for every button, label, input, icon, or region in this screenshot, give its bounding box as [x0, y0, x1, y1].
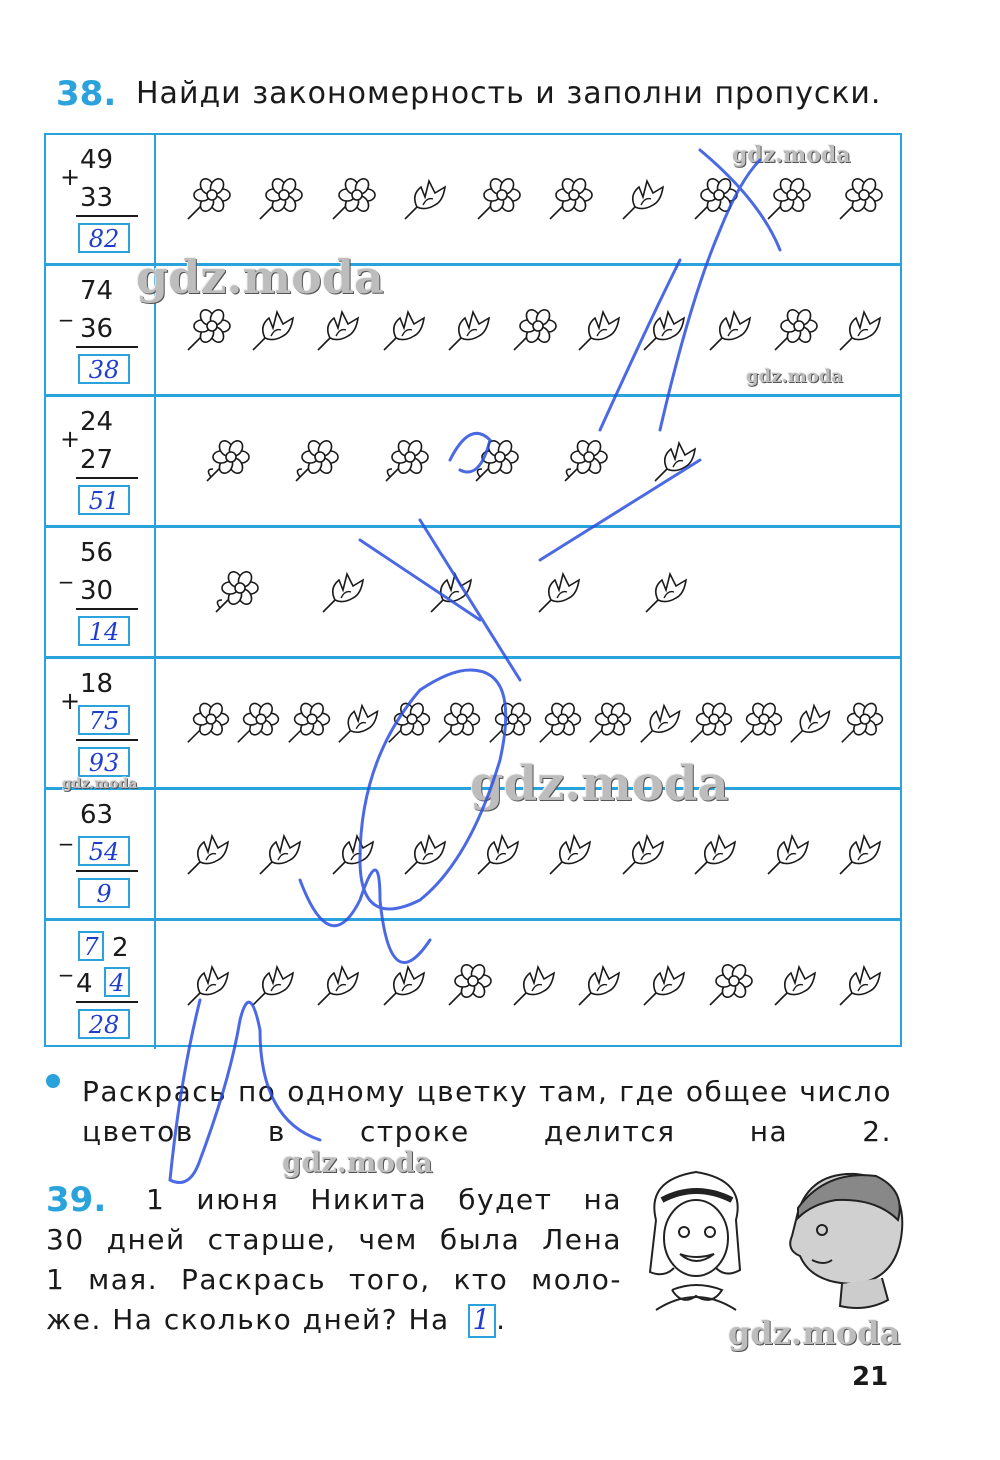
daisy-flower-icon	[584, 699, 634, 747]
task-39-line-3: 1 мая. Раскрась того, кто моло-	[46, 1263, 622, 1296]
answer-box-39[interactable]: 1	[468, 1304, 496, 1338]
bellflower-icon	[508, 961, 560, 1009]
daisy-flower-icon	[508, 306, 560, 354]
bellflower-icon	[443, 306, 495, 354]
bottom-number: 4	[76, 969, 93, 999]
watermark: gdz.moda	[728, 1314, 901, 1352]
daisy-flower-icon	[470, 437, 522, 485]
daisy-flower-icon	[327, 175, 379, 223]
daisy-flower-icon	[254, 175, 306, 223]
sum-line	[76, 739, 138, 741]
daisy-flower-icon	[769, 306, 821, 354]
bullet-icon	[46, 1074, 60, 1088]
flower-sequence	[182, 528, 720, 656]
bellflower-icon	[769, 961, 821, 1009]
bellflower-icon	[327, 830, 379, 878]
task-39-line-1: 1 июня Никита будет на	[146, 1183, 622, 1216]
pattern-row	[46, 921, 900, 1049]
bellflower-icon	[649, 437, 701, 485]
daisy-flower-icon	[685, 699, 735, 747]
bellflower-icon	[182, 961, 234, 1009]
bottom-answer-box[interactable]: 54	[78, 836, 130, 866]
bellflower-icon	[399, 175, 451, 223]
bellflower-icon	[617, 175, 669, 223]
bottom-number: 27	[80, 445, 114, 475]
bellflower-icon	[640, 568, 692, 616]
watermark: gdz.moda	[282, 1146, 433, 1179]
bellflower-icon	[399, 830, 451, 878]
daisy-flower-icon	[232, 699, 282, 747]
daisy-flower-icon	[472, 175, 524, 223]
bellflower-icon	[544, 830, 596, 878]
task-39-line-2: 30 дней старше, чем была Лена	[46, 1223, 622, 1256]
sum-line	[76, 870, 138, 872]
watermark: gdz.moda	[746, 366, 843, 387]
answer-box[interactable]: 28	[78, 1009, 130, 1039]
flower-sequence	[182, 921, 886, 1049]
bellflower-icon	[762, 830, 814, 878]
page-number: 21	[852, 1362, 889, 1392]
pattern-row	[46, 397, 900, 528]
bellflower-icon	[312, 306, 364, 354]
bellflower-icon	[254, 830, 306, 878]
bellflower-icon	[689, 830, 741, 878]
bellflower-icon	[247, 961, 299, 1009]
bellflower-icon	[638, 306, 690, 354]
bellflower-icon	[317, 568, 369, 616]
task-39-line-4	[46, 1300, 507, 1340]
bellflower-icon	[573, 306, 625, 354]
bellflower-icon	[638, 961, 690, 1009]
daisy-flower-icon	[484, 699, 534, 747]
bellflower-icon	[472, 830, 524, 878]
pattern-row	[46, 528, 900, 659]
daisy-flower-icon	[443, 961, 495, 1009]
flower-sequence	[182, 397, 720, 525]
daisy-flower-icon	[544, 175, 596, 223]
daisy-flower-icon	[735, 699, 785, 747]
sum-line	[76, 215, 138, 217]
top-number: 49	[80, 145, 114, 175]
top-number: 63	[80, 800, 114, 830]
daisy-flower-icon	[534, 699, 584, 747]
daisy-flower-icon	[762, 175, 814, 223]
daisy-flower-icon	[704, 961, 756, 1009]
exercise-39-number: 39.	[46, 1180, 107, 1220]
top-number: 2	[112, 933, 129, 963]
bellflower-icon	[247, 306, 299, 354]
sum-line	[76, 346, 138, 348]
answer-box[interactable]: 93	[78, 747, 130, 777]
sum-line	[76, 477, 138, 479]
bellflower-icon	[785, 699, 835, 747]
watermark: gdz.moda	[136, 250, 384, 304]
top-digit-box[interactable]: 7	[78, 931, 104, 961]
bottom-number: 33	[80, 183, 114, 213]
bellflower-icon	[378, 961, 430, 1009]
answer-box[interactable]: 9	[78, 878, 130, 908]
bellflower-icon	[834, 961, 886, 1009]
top-number: 24	[80, 407, 114, 437]
bellflower-icon	[533, 568, 585, 616]
bellflower-icon	[704, 306, 756, 354]
daisy-flower-icon	[182, 699, 232, 747]
task-39-line-4-text: же. На сколько дней? На	[46, 1303, 450, 1336]
operation-sign: +	[60, 163, 81, 191]
operation-sign: _	[60, 556, 72, 584]
calculation-cell	[46, 659, 156, 787]
bellflower-icon	[834, 306, 886, 354]
top-number: 18	[80, 669, 114, 699]
daisy-flower-icon	[210, 568, 262, 616]
daisy-flower-icon	[283, 699, 333, 747]
watermark: gdz.moda	[470, 756, 729, 812]
answer-box[interactable]: 38	[78, 354, 130, 384]
operation-sign: _	[60, 294, 72, 322]
operation-sign: +	[60, 687, 81, 715]
operation-sign: +	[60, 425, 81, 453]
daisy-flower-icon	[380, 437, 432, 485]
bottom-number: 30	[80, 576, 114, 606]
task-39-period: .	[496, 1303, 507, 1336]
sum-line	[76, 608, 138, 610]
daisy-flower-icon	[433, 699, 483, 747]
answer-box[interactable]: 51	[78, 485, 130, 515]
bellflower-icon	[333, 699, 383, 747]
daisy-flower-icon	[290, 437, 342, 485]
top-number: 56	[80, 538, 114, 568]
answer-box[interactable]: 14	[78, 616, 130, 646]
instruction-line	[82, 1072, 892, 1152]
bottom-answer-box[interactable]: 75	[78, 705, 130, 735]
instruction-text: Раскрась по одному цветку там, где общее число цветов в строке делится на 2.	[82, 1075, 892, 1148]
children-illustration	[636, 1160, 916, 1320]
calculation-cell	[46, 528, 156, 656]
bellflower-icon	[182, 830, 234, 878]
bottom-number: 36	[80, 314, 114, 344]
bellflower-icon	[378, 306, 430, 354]
operation-sign: _	[60, 818, 72, 846]
exercise-38-title: Найди закономерность и заполни пропуски.	[136, 76, 882, 111]
calculation-cell	[46, 135, 156, 263]
bottom-digit-box[interactable]: 4	[104, 967, 130, 997]
sum-line	[76, 1001, 138, 1003]
exercise-38-number: 38.	[56, 74, 117, 114]
daisy-flower-icon	[201, 437, 253, 485]
calculation-cell	[46, 397, 156, 525]
watermark: gdz.moda	[732, 142, 851, 168]
daisy-flower-icon	[182, 306, 234, 354]
bellflower-icon	[834, 830, 886, 878]
bellflower-icon	[425, 568, 477, 616]
bellflower-icon	[635, 699, 685, 747]
bellflower-icon	[617, 830, 669, 878]
daisy-flower-icon	[689, 175, 741, 223]
top-number: 74	[80, 276, 114, 306]
daisy-flower-icon	[383, 699, 433, 747]
operation-sign: _	[60, 949, 72, 977]
daisy-flower-icon	[559, 437, 611, 485]
daisy-flower-icon	[834, 175, 886, 223]
daisy-flower-icon	[836, 699, 886, 747]
answer-box[interactable]: 82	[78, 223, 130, 253]
daisy-flower-icon	[182, 175, 234, 223]
bellflower-icon	[312, 961, 364, 1009]
bellflower-icon	[573, 961, 625, 1009]
watermark: gdz.moda	[62, 776, 138, 792]
calculation-cell	[46, 921, 156, 1049]
calculation-cell	[46, 790, 156, 918]
